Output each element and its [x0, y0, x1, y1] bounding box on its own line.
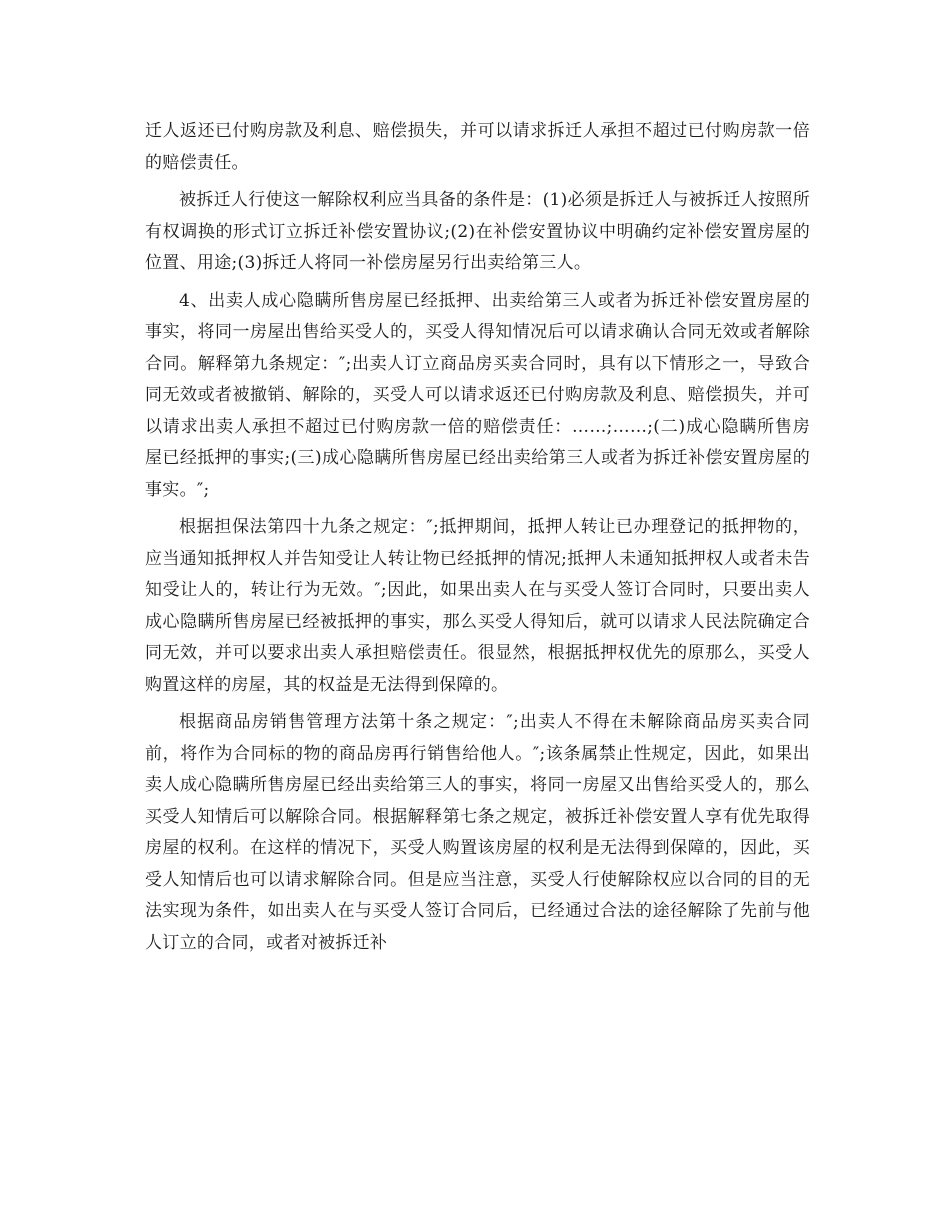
paragraph-sales-management: 根据商品房销售管理方法第十条之规定：″;出卖人不得在未解除商品房买卖合同前，将作为合同标的物的商品房再行销售给他人。″;该条属禁止性规定，因此，如果出卖人成心隐瞒所售房屋已经出卖给第三人的事实，将同一房屋又出售给买受人的，那么买受人知情后可以解除合同。根据解释第七条之规定，被拆迁补偿安置人享有优先取得房屋的权利。在这样的情况下，买受人购置该房屋的权利是无法得到保障的，因此，买受人知情后也可以请求解除合同。但是应当注意，买受人行使解除权应以合同的目的无法实现为条件，如出卖人在与买受人签订合同后，已经通过合法的途径解除了先前与他人订立的合同，或者对被拆迁补	[145, 712, 810, 953]
paragraph-conditions: 被拆迁人行使这一解除权利应当具备的条件是：(1)必须是拆迁人与被拆迁人按照所有权调换的形式订立拆迁补偿安置协议;(2)在补偿安置协议中明确约定补偿安置房屋的位置、用途;(3)拆迁人将同一补偿房屋另行出卖给第三人。	[145, 190, 810, 273]
paragraph-continuation: 迁人返还已付购房款及利息、赔偿损失，并可以请求拆迁人承担不超过已付购房款一倍的赔偿责任。	[145, 121, 810, 173]
paragraph-item-4: 4、出卖人成心隐瞒所售房屋已经抵押、出卖给第三人或者为拆迁补偿安置房屋的事实，将同一房屋出售给买受人的，买受人得知情况后可以请求确认合同无效或者解除合同。解释第九条规定：″;出卖人订立商品房买卖合同时，具有以下情形之一，导致合同无效或者被撤销、解除的，买受人可以请求返还已付购房款及利息、赔偿损失，并可以请求出卖人承担不超过已付购房款一倍的赔偿责任：……;……;(二)成心隐瞒所售房屋已经抵押的事实;(三)成心隐瞒所售房屋已经出卖给第三人或者为拆迁补偿安置房屋的事实。″;	[145, 290, 810, 500]
paragraph-guarantee-law: 根据担保法第四十九条之规定：″;抵押期间，抵押人转让已办理登记的抵押物的，应当通知抵押权人并告知受让人转让物已经抵押的情况;抵押人未通知抵押权人或者未告知受让人的，转让行为无效。″;因此，如果出卖人在与买受人签订合同时，只要出卖人成心隐瞒所售房屋已经被抵押的事实，那么买受人得知后，就可以请求人民法院确定合同无效，并可以要求出卖人承担赔偿责任。很显然，根据抵押权优先的原那么，买受人购置这样的房屋，其的权益是无法得到保障的。	[145, 517, 810, 695]
